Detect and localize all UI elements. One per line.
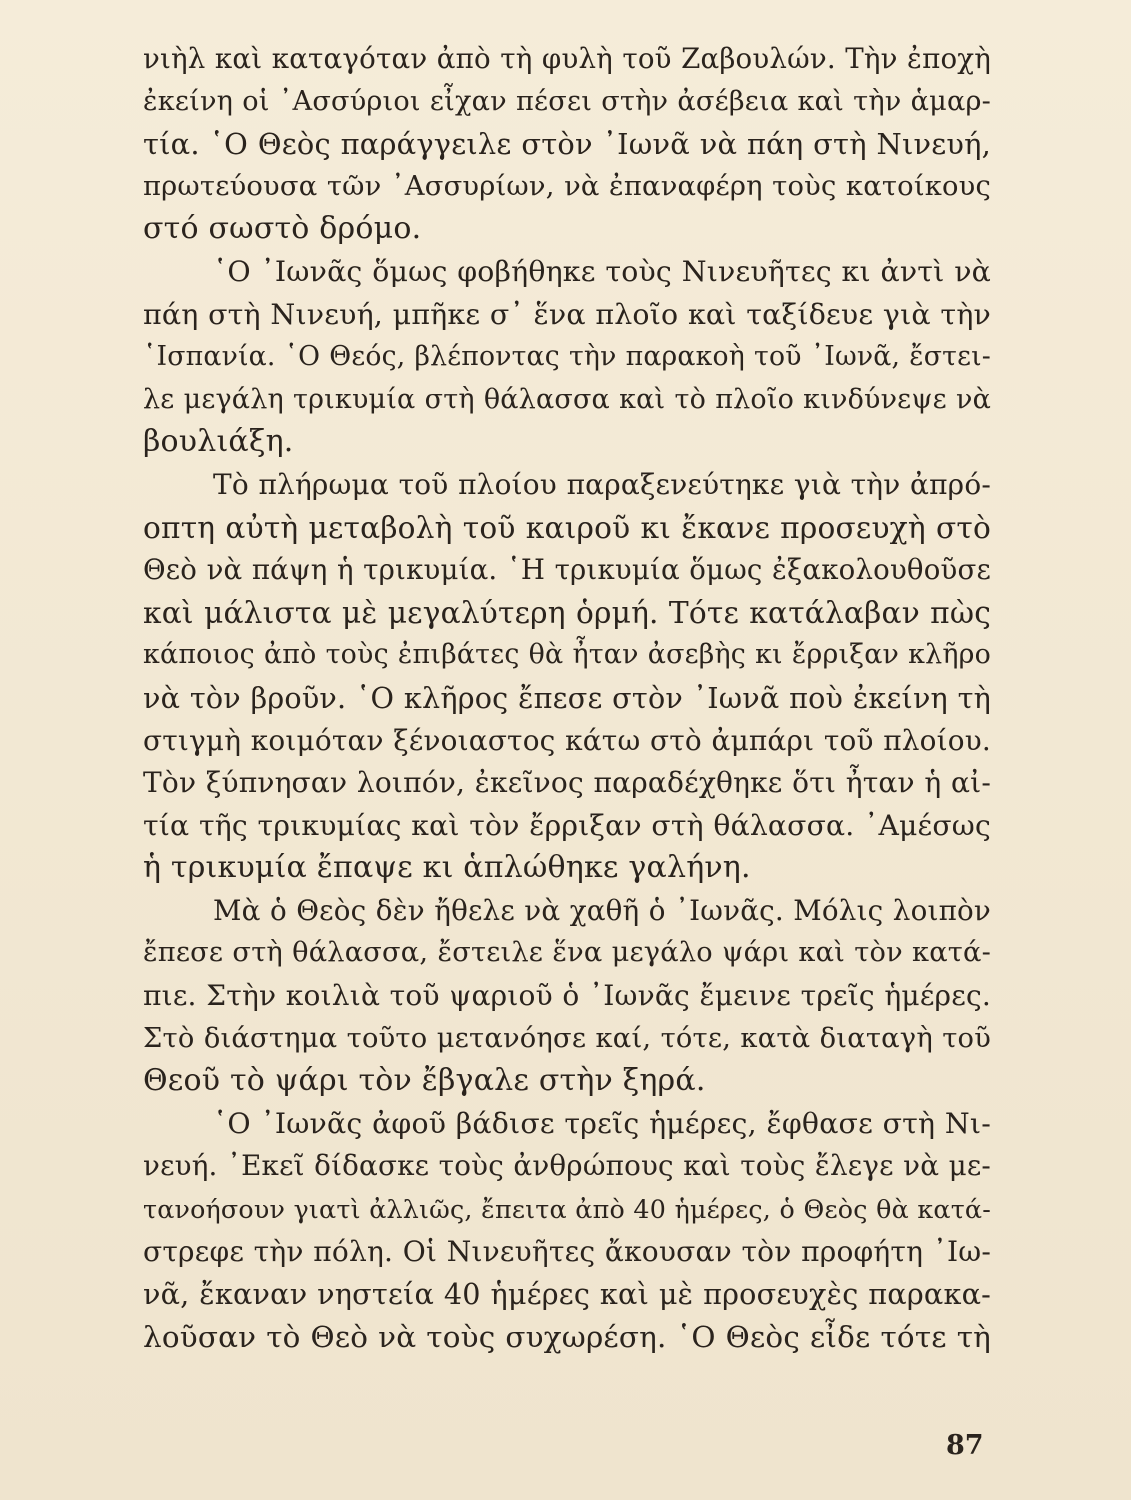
text-line: λε μεγάλη τρικυμία στὴ θάλασσα καὶ τὸ πλοῖο κινδύνεψε νὰ [143, 383, 991, 415]
text-line: νευή. ᾽Εκεῖ δίδασκε τοὺς ἀνθρώπους καὶ τοὺς ἔλεγε νὰ με- [143, 1149, 991, 1183]
body-text [143, 38, 991, 1358]
text-line: στό σωστὸ δρόμο. [143, 211, 422, 247]
text-line: Θεὸ νὰ πάψη ἡ τρικυμία. ῾Η τρικυμία ὅμως ἐξακολουθοῦσε [143, 553, 991, 587]
text-line: Τὸν ξύπνησαν λοιπόν, ἐκεῖνος παραδέχθηκε ὅτι ἦταν ἡ αἰ- [143, 766, 991, 800]
text-line: τία τῆς τρικυμίας καὶ τὸν ἔρριξαν στὴ θάλασσα. ᾽Αμέσως [143, 808, 991, 842]
text-line: ῾Ισπανία. ῾Ο Θεός, βλέποντας τὴν παρακοὴ τοῦ ᾽Ιωνᾶ, ἔστει- [143, 341, 991, 373]
text-line: πρωτεύουσα τῶν ᾽Ασσυρίων, νὰ ἐπαναφέρη τοὺς κατοίκους [143, 170, 991, 202]
text-line: καὶ μάλιστα μὲ μεγαλύτερη ὁρμή. Τότε κατάλαβαν πὼς [143, 594, 991, 630]
page-number: 87 [946, 1430, 984, 1461]
text-line: βουλιάξη. [143, 424, 294, 460]
text-line: κάποιος ἀπὸ τοὺς ἐπιβάτες θὰ ἦταν ἀσεβὴς κι ἔρριξαν κλῆρο [143, 639, 991, 671]
text-line: Στὸ διάστημα τοῦτο μετανόησε καί, τότε, κατὰ διαταγὴ τοῦ [143, 1022, 991, 1054]
text-line: Θεοῦ τὸ ψάρι τὸν ἔβγαλε στὴν ξηρά. [143, 1063, 706, 1099]
text-line: νιὴλ καὶ καταγόταν ἀπὸ τὴ φυλὴ τοῦ Ζαβουλών. Τὴν ἐποχὴ [143, 42, 991, 75]
text-line: ἐκείνη οἱ ᾽Ασσύριοι εἶχαν πέσει στὴν ἀσέβεια καὶ τὴν ἁμαρ- [143, 85, 991, 117]
text-line: στρεφε τὴν πόλη. Οἱ Νινευῆτες ἄκουσαν τὸν προφήτη ᾽Ιω- [143, 1234, 991, 1268]
text-line: πιε. Στὴν κοιλιὰ τοῦ ψαριοῦ ὁ ᾽Ιωνᾶς ἔμεινε τρεῖς ἡμέρες. [143, 979, 991, 1013]
text-line: Μὰ ὁ Θεὸς δὲν ἤθελε νὰ χαθῆ ὁ ᾽Ιωνᾶς. Μόλις λοιπὸν [213, 893, 991, 927]
text-line: στιγμὴ κοιμόταν ξένοιαστος κάτω στὸ ἀμπάρι τοῦ πλοίου. [143, 723, 991, 757]
text-line: νᾶ, ἔκαναν νηστεία 40 ἡμέρες καὶ μὲ προσευχὲς παρακα- [143, 1277, 991, 1312]
text-line: οπτη αὐτὴ μεταβολὴ τοῦ καιροῦ κι ἔκανε προσευχὴ στὸ [143, 509, 991, 545]
text-line: λοῦσαν τὸ Θεὸ νὰ τοὺς συχωρέση. ῾Ο Θεὸς εἶδε τότε τὴ [143, 1319, 991, 1354]
text-line: τανοήσουν γιατὶ ἀλλιῶς, ἔπειτα ἀπὸ 40 ἡμέρες, ὁ Θεὸς θὰ κατά- [143, 1194, 991, 1225]
text-line: Τὸ πλήρωμα τοῦ πλοίου παραξενεύτηκε γιὰ τὴν ἀπρό- [213, 467, 991, 501]
text-line: πάη στὴ Νινευή, μπῆκε σ᾽ ἕνα πλοῖο καὶ ταξίδευε γιὰ τὴν [143, 297, 991, 331]
text-line: ἡ τρικυμία ἔπαψε κι ἁπλώθηκε γαλήνη. [143, 850, 751, 886]
text-line: ῾Ο ᾽Ιωνᾶς ὅμως φοβήθηκε τοὺς Νινευῆτες κι ἀντὶ νὰ [213, 254, 991, 288]
text-line: τία. ῾Ο Θεὸς παράγγειλε στὸν ᾽Ιωνᾶ νὰ πάη στὴ Νινευή, [143, 127, 991, 162]
text-line: νὰ τὸν βροῦν. ῾Ο κλῆρος ἔπεσε στὸν ᾽Ιωνᾶ ποὺ ἐκείνη τὴ [143, 680, 991, 715]
text-line: ῾Ο ᾽Ιωνᾶς ἀφοῦ βάδισε τρεῖς ἡμέρες, ἔφθασε στὴ Νι- [213, 1106, 991, 1140]
text-line: ἔπεσε στὴ θάλασσα, ἔστειλε ἕνα μεγάλο ψάρι καὶ τὸν κατά- [143, 937, 991, 969]
